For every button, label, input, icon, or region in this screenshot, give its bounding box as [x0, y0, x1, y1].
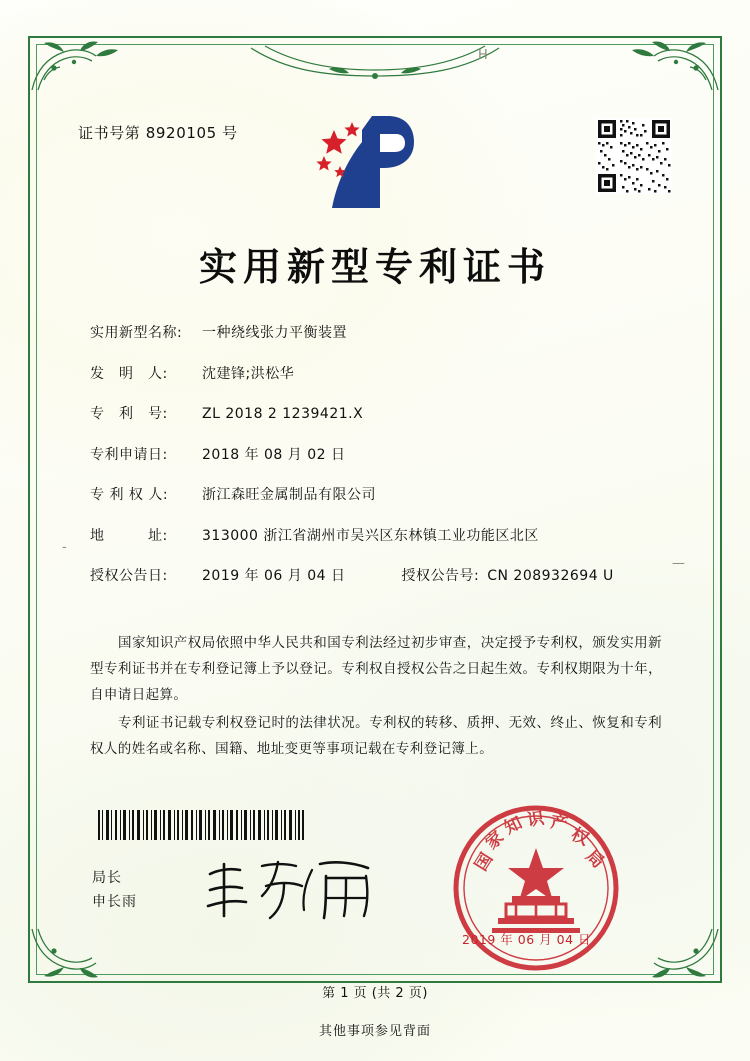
svg-text:权: 权: [567, 824, 592, 850]
official-red-seal: [448, 800, 624, 976]
corner-ornament-bottom-left-icon: [30, 927, 122, 981]
svg-text:产: 产: [549, 812, 570, 835]
stray-mark-top: H: [478, 48, 488, 63]
corner-ornament-bottom-right-icon: [628, 927, 720, 981]
barcode: [98, 810, 304, 840]
certificate-field-list: [90, 322, 660, 606]
field-label: 实用新型名称:: [90, 325, 183, 341]
field-row-patent-number: [90, 403, 660, 423]
signature-name-label: 申长雨: [92, 894, 137, 910]
field-value: 2018 年 08 月 02 日: [202, 446, 346, 463]
field-row-utility-model-name: [90, 322, 660, 342]
svg-text:局: 局: [581, 846, 608, 873]
field-label-grant-date: 授权公告日:: [90, 568, 168, 584]
svg-text:家: 家: [481, 827, 508, 854]
cnipa-emblem-logo: [310, 112, 430, 216]
handwritten-signature: [200, 856, 390, 926]
signature-labels: [92, 866, 137, 914]
top-center-ornament-icon: [245, 40, 505, 86]
corner-ornament-top-left-icon: [30, 38, 122, 92]
qr-code: [596, 118, 672, 194]
field-row-patentee: [90, 484, 660, 504]
field-label: 专 利 权 人:: [90, 487, 169, 503]
corner-ornament-top-right-icon: [628, 38, 720, 92]
field-value: 313000 浙江省湖州市吴兴区东林镇工业功能区北区: [202, 527, 539, 544]
field-value: ZL 2018 2 1239421.X: [202, 406, 364, 422]
field-row-application-date: [90, 444, 660, 464]
field-label-grant-number: 授权公告号:: [401, 568, 480, 584]
page-number: 第 1 页 (共 2 页): [322, 986, 428, 1001]
footer-note: 其他事项参见背面: [318, 1024, 431, 1039]
legal-paragraph-1: 国家知识产权局依照中华人民共和国专利法经过初步审查，决定授予专利权，颁发实用新型专利证书并在专利登记簿上予以登记。专利权自授权公告之日起生效。专利权期限为十年，自申请日起算。: [90, 635, 662, 703]
stray-mark-right: —: [672, 556, 685, 571]
legal-paragraph-2: 专利证书记载专利权登记时的法律状况。专利权的转移、质押、无效、终止、恢复和专利权人的姓名或名称、国籍、地址变更等事项记载在专利登记簿上。: [90, 715, 662, 757]
field-value: 浙江森旺金属制品有限公司: [202, 487, 376, 503]
page-title: 实用新型专利证书: [198, 245, 551, 289]
field-label: 专 利 号:: [90, 406, 168, 422]
field-row-inventor: [90, 363, 660, 383]
certificate-number: 证书号第 8920105 号: [78, 124, 238, 142]
stray-mark-left: -: [62, 540, 67, 555]
svg-text:识: 识: [525, 808, 546, 831]
field-value-grant-number: CN 208932694 U: [487, 568, 614, 584]
field-row-grant-announcement: [90, 565, 660, 585]
field-label: 专利申请日:: [90, 446, 168, 463]
field-value: 一种绕线张力平衡装置: [202, 325, 347, 341]
signature-title-label: 局长: [92, 870, 122, 886]
svg-text:知: 知: [501, 813, 526, 839]
field-row-address: [90, 525, 660, 545]
field-value: 沈建锋;洪松华: [202, 365, 295, 382]
seal-date: 2019 年 06 月 04 日: [462, 932, 591, 947]
field-label: 地 址:: [90, 527, 168, 544]
field-label: 发 明 人:: [90, 365, 168, 382]
svg-text:国: 国: [471, 849, 498, 875]
legal-text-block: [90, 630, 662, 764]
field-value-grant-date: 2019 年 06 月 04 日: [202, 568, 346, 584]
